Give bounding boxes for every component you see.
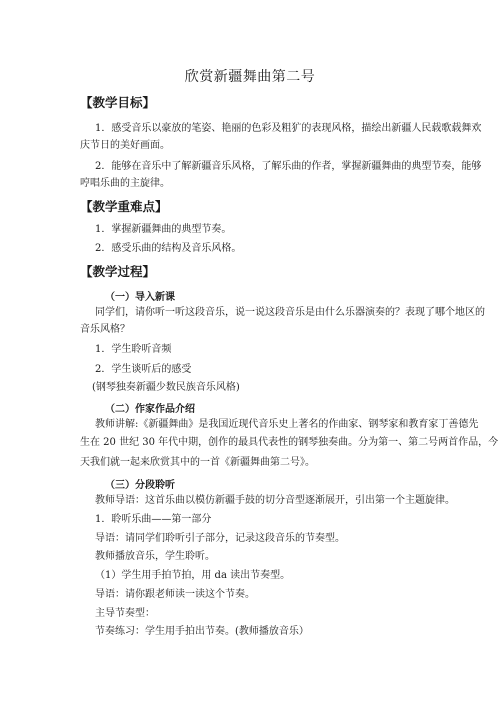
key-point-2: 2．感受乐曲的结构及音乐风格。 — [95, 243, 242, 254]
part-2-line-3: 天我们就一起来欣赏其中的一首《新疆舞曲第二号》。 — [80, 457, 315, 468]
section-heading-process: 【教学过程】 — [80, 264, 156, 279]
part-1-item-1: 1．学生聆听音频 — [95, 344, 172, 355]
document-title: 欣赏新疆舞曲第二号 — [184, 69, 316, 85]
goal-1-line-1: 1．感受音乐以豪放的笔姿、艳丽的色彩及粗犷的表现风格，描绘出新疆人民载歌载舞欢 — [95, 123, 482, 134]
part-2-heading: （二）作家作品介绍 — [105, 404, 195, 415]
part-1-line-2: 音乐风格？ — [80, 324, 130, 335]
part-2-line-2: 生在 20 世纪 30 年代中期，创作的最具代表性的钢琴独奏曲。分为第一、第二号两首作品，今 — [80, 437, 499, 448]
key-point-1: 1．掌握新疆舞曲的典型节奏。 — [95, 224, 232, 235]
part-1-heading: （一）导入新课 — [105, 292, 175, 303]
part-3-line-7: 节奏练习：学生用手拍出节奏。(教师播放音乐） — [95, 626, 309, 637]
section-heading-goals: 【教学目标】 — [80, 95, 156, 110]
part-2-line-1: 教师讲解:《新疆舞曲》是我国近现代音乐史上著名的作曲家、钢琴家和教育家丁善德先 — [95, 419, 479, 430]
part-3-line-2: 导语：请同学们聆听引子部分，记录这段音乐的节奏型。 — [95, 533, 345, 544]
part-1-item-2: 2．学生谈听后的感受 — [95, 364, 192, 375]
goal-1-line-2: 庆节日的美好画面。 — [80, 140, 170, 151]
part-3-line-4: （1）学生用手拍节拍，用 da 读出节奏型。 — [95, 570, 291, 581]
part-3-heading: （三）分段聆听 — [105, 480, 175, 491]
part-1-line-1: 同学们，请你听一听这段音乐，说一说这段音乐是由什么乐器演奏的？表现了哪个地区的 — [95, 307, 485, 318]
part-3-line-5: 导语：请你跟老师读一读这个节奏。 — [95, 589, 255, 600]
section-heading-key-points: 【教学重难点】 — [80, 199, 168, 214]
part-3-line-6: 主导节奏型： — [95, 608, 155, 619]
part-3-item-1: 1．聆听乐曲——第一部分 — [95, 514, 212, 525]
part-1-note: (钢琴独奏新疆少数民族音乐风格) — [92, 382, 240, 393]
goal-2-line-2: 哼唱乐曲的主旋律。 — [80, 178, 170, 189]
goal-2-line-1: 2．能够在音乐中了解新疆音乐风格，了解乐曲的作者，掌握新疆舞曲的典型节奏，能够 — [95, 161, 482, 172]
part-3-line-3: 教师播放音乐，学生聆听。 — [95, 551, 215, 562]
part-3-line-1: 教师导语：这首乐曲以模仿新疆手鼓的切分音型逐渐展开，引出第一个主题旋律。 — [95, 495, 455, 506]
